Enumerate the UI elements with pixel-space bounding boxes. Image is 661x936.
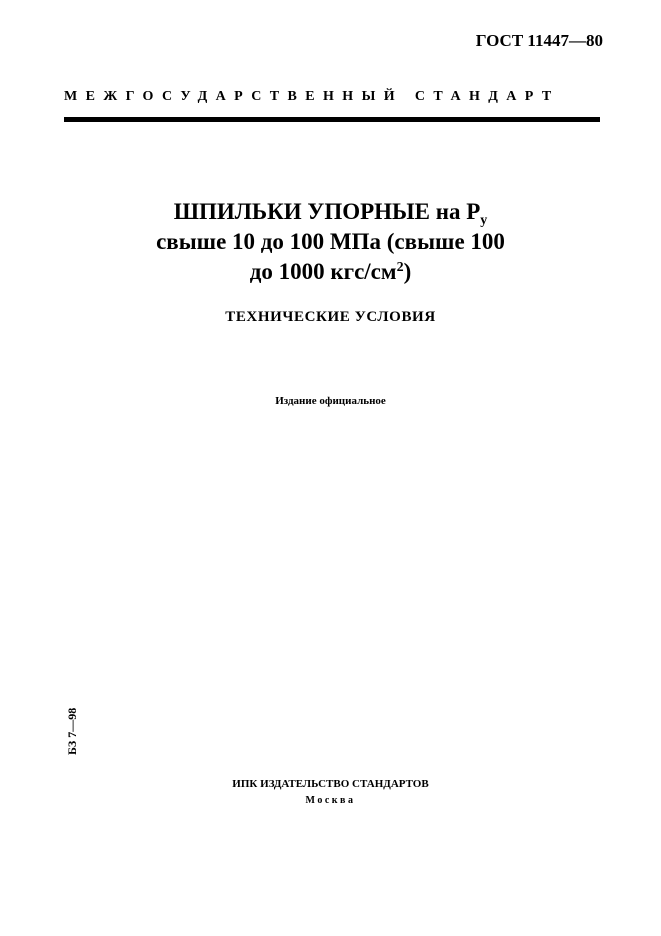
title-line-1-text: ШПИЛЬКИ УПОРНЫЕ на Р xyxy=(173,199,481,224)
publisher-name: ИПК ИЗДАТЕЛЬСТВО СТАНДАРТОВ xyxy=(232,778,429,790)
document-number: ГОСТ 11447—80 xyxy=(475,31,603,50)
title-line-1-subscript: у xyxy=(480,213,488,228)
document-subtitle: ТЕХНИЧЕСКИЕ УСЛОВИЯ xyxy=(225,309,436,325)
title-line-3-text: до 1000 кгс/см xyxy=(249,259,397,284)
document-title xyxy=(0,197,661,287)
header-divider xyxy=(64,117,600,122)
title-line-3-superscript: 2 xyxy=(396,260,404,275)
title-line-2: свыше 10 до 100 МПа (свыше 100 xyxy=(156,229,505,254)
publisher-city: Москва xyxy=(305,795,356,806)
title-line-1 xyxy=(0,197,661,227)
standard-type-heading: МЕЖГОСУДАРСТВЕННЫЙ СТАНДАРТ xyxy=(64,89,560,104)
title-line-3-end: ) xyxy=(403,259,412,284)
title-line-3 xyxy=(0,257,661,287)
side-catalog-code: БЗ 7—98 xyxy=(65,707,79,755)
edition-note: Издание официальное xyxy=(275,395,386,407)
